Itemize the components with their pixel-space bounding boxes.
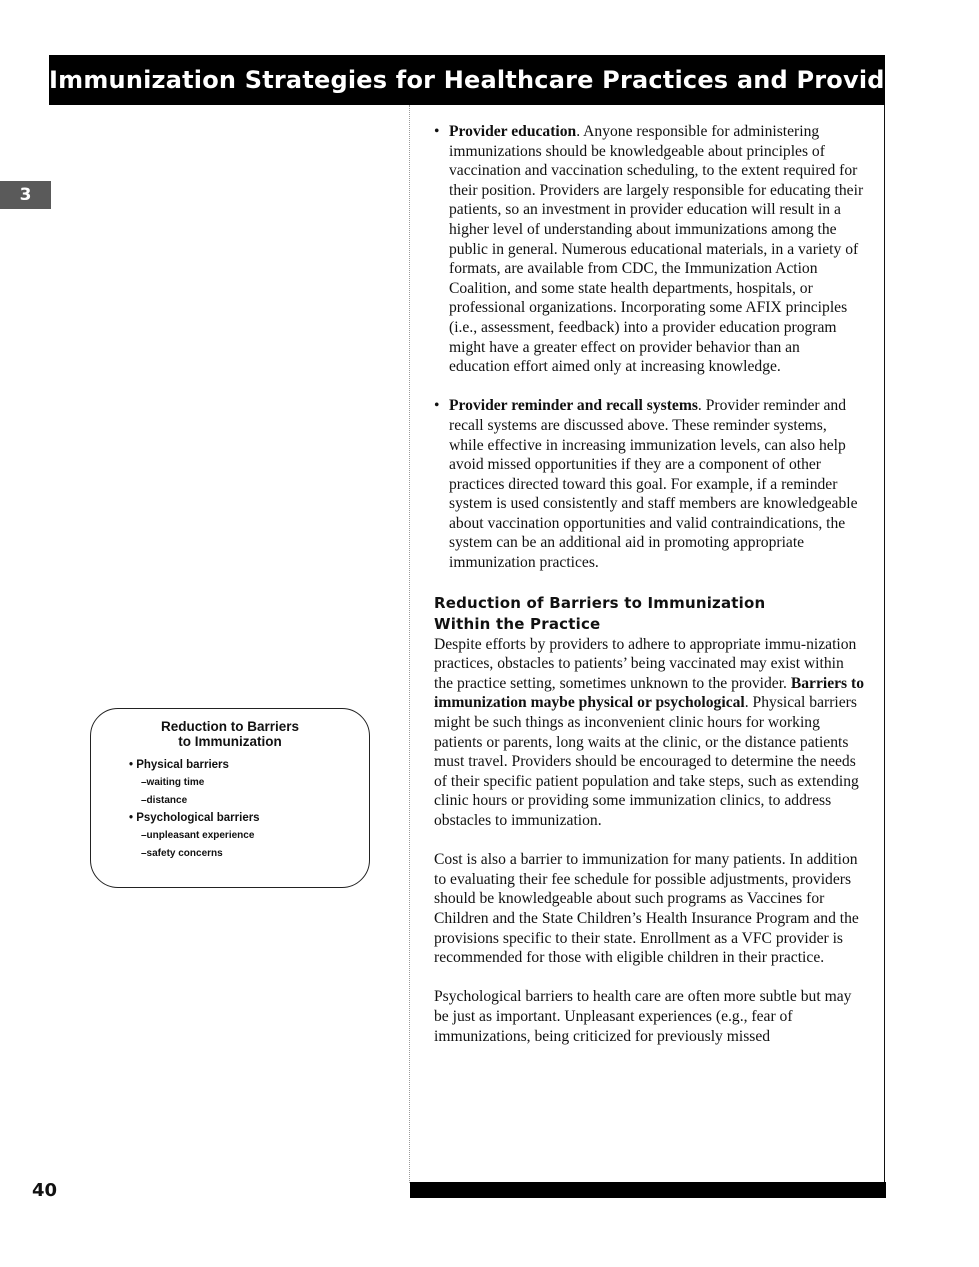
paragraph-cost: Cost is also a barrier to immunization for many patients. In addition to evaluating their fee schedule for possible adjustments, providers should be knowledgeable about such programs as Vaccines for Children and the State Children’s Health Insurance Program and the provisions specific to their state. Enrollment as a VFC provider is recommended for those with eligible children in their practice.	[434, 851, 859, 967]
paragraph-barriers	[434, 635, 864, 831]
callout-subitem: –unpleasant experience	[141, 830, 255, 841]
sidebar-callout-box	[90, 708, 370, 888]
column-divider	[409, 105, 410, 1183]
main-text-column	[434, 122, 864, 1066]
bullet-term: Provider reminder and recall systems	[449, 397, 698, 415]
callout-subitem: –waiting time	[141, 777, 205, 788]
bullet-term: Provider education	[449, 123, 577, 140]
callout-title-line-1: Reduction to Barriers	[160, 719, 300, 734]
bullet-provider-education	[434, 122, 864, 377]
chapter-tab: 3	[0, 181, 51, 209]
paragraph-emphasis: Barriers to immunization maybe physical or psychological	[434, 674, 865, 712]
section-heading-line-2: Within the Practice	[434, 614, 601, 633]
callout-title	[91, 719, 369, 749]
bullet-icon: •	[434, 397, 440, 415]
page-number: 40	[32, 1180, 58, 1201]
paragraph-text: Despite efforts by providers to adhere to appropriate immu-nization practices, obstacles to patients’ being vaccinated may exist within the practice setting, sometimes unknown to the provider.	[434, 635, 857, 692]
footer-bar	[410, 1182, 886, 1198]
bullet-text: . Provider reminder and recall systems are discussed above. These reminder systems, while effective in increasing immunization levels, can also help avoid missed opportunities if they are a component of other practices directed toward this goal. For example, if a reminder system is used consistently and staff members are knowledgeable about vaccination opportunities and valid contraindications, the system can be an additional aid in promoting appropriate immunization practices.	[449, 397, 858, 572]
bullet-icon: •	[434, 123, 440, 140]
callout-subitem: –safety concerns	[141, 847, 223, 859]
page-title: Immunization Strategies for Healthcare Practices and Providers	[49, 55, 885, 105]
paragraph-text: . Physical barriers might be such things as inconvenient clinic hours for working patients or parents, long waits at the clinic, or the distance patients must travel. Providers should be encouraged to determine the needs of their specific patient population and take steps, such as extending clinic hours or providing some immunization clinics, to address obstacles to immunization.	[434, 694, 859, 829]
callout-subitem: –distance	[141, 794, 188, 806]
callout-item-psychological: • Psychological barriers	[129, 812, 260, 824]
bullet-text: . Anyone responsible for administering immunizations should be knowledgeable about principles of vaccination and vaccination scheduling, to the extent required for their position. Providers are largely responsible for educating their patients, so an investment in provider education will result in a higher level of understanding about immunizations among the public in general. Numerous educational materials, in a variety of formats, are available from CDC, the Immunization Action Coalition, and some state health departments, hospitals, or professional organizations. Incorporating some AFIX principles (i.e., assessment, feedback) into a provider education program might have a greater effect on provider behavior than an education effort aimed only at increasing knowledge.	[449, 123, 864, 376]
callout-title-line-2: to Immunization	[178, 734, 282, 749]
callout-list	[129, 756, 359, 862]
paragraph-psychological: Psychological barriers to health care are often more subtle but may be just as important. Unpleasant experiences (e.g., fear of immunizations, being criticized for previously missed	[434, 988, 852, 1045]
section-heading-line-1: Reduction of Barriers to Immunization	[434, 593, 766, 612]
section-heading	[434, 593, 864, 635]
callout-item-physical: • Physical barriers	[129, 759, 229, 771]
bullet-reminder-recall	[434, 396, 864, 572]
right-border	[884, 105, 885, 1183]
